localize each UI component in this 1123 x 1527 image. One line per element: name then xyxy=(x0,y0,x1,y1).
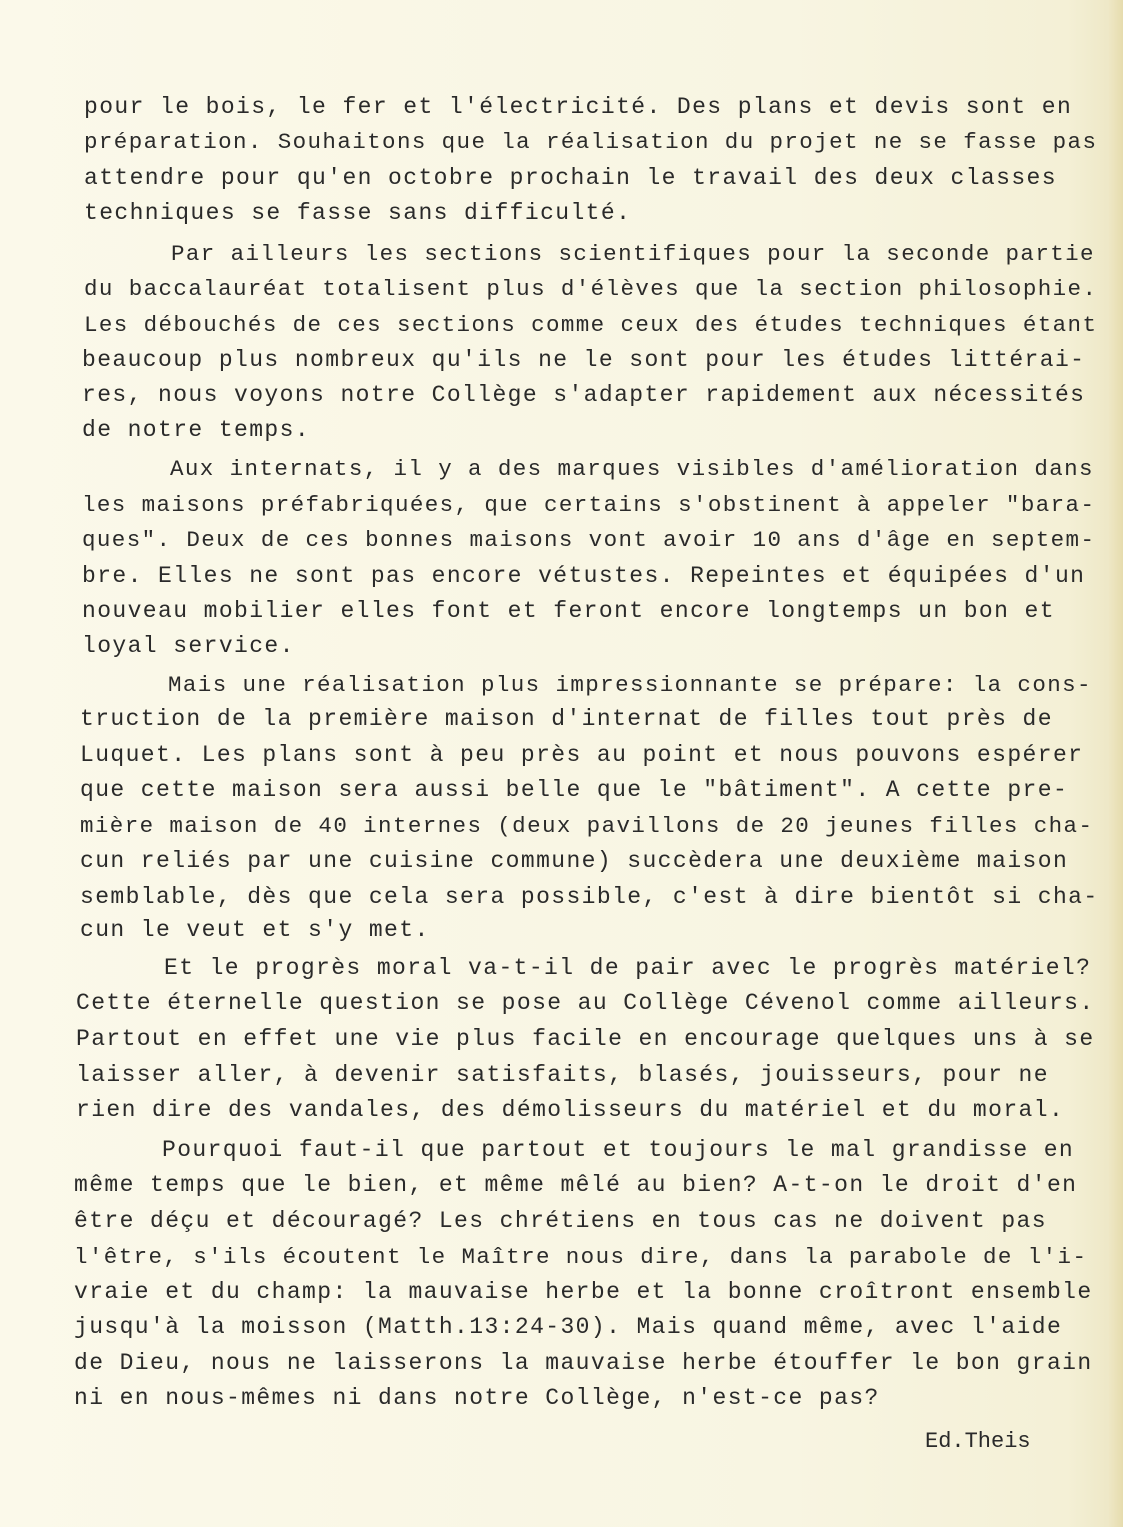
text-line: Aux internats, il y a des marques visibles d'amélioration dans xyxy=(170,456,1094,482)
text-line: préparation. Souhaitons que la réalisation du projet ne se fasse pas xyxy=(84,129,1098,155)
text-line: pour le bois, le fer et l'électricité. Des plans et devis sont en xyxy=(84,94,1073,120)
text-line: attendre pour qu'en octobre prochain le travail des deux classes xyxy=(84,165,1057,191)
text-line: bre. Elles ne sont pas encore vétustes. Repeintes et équipées d'un xyxy=(82,563,1086,589)
text-line: semblable, dès que cela sera possible, c'est à dire bientôt si cha- xyxy=(80,884,1099,910)
page-edge xyxy=(1109,0,1123,1527)
text-line: ni en nous-mêmes ni dans notre Collège, n'est-ce pas? xyxy=(74,1385,880,1411)
text-line: ques". Deux de ces bonnes maisons vont avoir 10 ans d'âge en septem- xyxy=(82,527,1096,553)
text-line: jusqu'à la moisson (Matth.13:24-30). Mais quand même, avec l'aide xyxy=(74,1314,1063,1340)
text-line: cun le veut et s'y met. xyxy=(80,917,430,943)
text-line: laisser aller, à devenir satisfaits, blasés, jouisseurs, pour ne xyxy=(76,1062,1049,1088)
text-line: Partout en effet une vie plus facile en encourage quelques uns à se xyxy=(76,1026,1095,1052)
text-line: même temps que le bien, et même mêlé au bien? A-t-on le droit d'en xyxy=(74,1172,1078,1198)
text-line: Pourquoi faut-il que partout et toujours le mal grandisse en xyxy=(162,1137,1075,1163)
text-line: truction de la première maison d'internat de filles tout près de xyxy=(80,706,1053,732)
text-line: Mais une réalisation plus impressionnante se prépare: la cons- xyxy=(168,672,1092,698)
text-line: Et le progrès moral va-t-il de pair avec le progrès matériel? xyxy=(164,955,1092,981)
text-line: que cette maison sera aussi belle que le "bâtiment". A cette pre- xyxy=(80,777,1069,803)
text-line: Cette éternelle question se pose au Collège Cévenol comme ailleurs. xyxy=(76,990,1095,1016)
text-line: res, nous voyons notre Collège s'adapter rapidement aux nécessités xyxy=(82,382,1086,408)
signature: Ed.Theis xyxy=(925,1429,1031,1454)
text-line: rien dire des vandales, des démolisseurs du matériel et du moral. xyxy=(76,1097,1065,1123)
text-line: mière maison de 40 internes (deux pavillons de 20 jeunes filles cha- xyxy=(80,813,1094,839)
text-line: beaucoup plus nombreux qu'ils ne le sont pour les études littérai- xyxy=(82,347,1086,373)
text-line: Par ailleurs les sections scientifiques pour la seconde partie xyxy=(171,241,1095,267)
text-line: Luquet. Les plans sont à peu près au point et nous pouvons espérer xyxy=(80,742,1084,768)
text-line: nouveau mobilier elles font et feront encore longtemps un bon et xyxy=(82,598,1055,624)
text-line: vraie et du champ: la mauvaise herbe et la bonne croîtront ensemble xyxy=(74,1279,1093,1305)
text-line: être déçu et découragé? Les chrétiens en tous cas ne doivent pas xyxy=(74,1208,1047,1234)
text-line: Les débouchés de ces sections comme ceux des études techniques étant xyxy=(84,312,1098,338)
text-line: l'être, s'ils écoutent le Maître nous dire, dans la parabole de l'i- xyxy=(74,1244,1088,1270)
text-line: les maisons préfabriquées, que certains s'obstinent à appeler "bara- xyxy=(82,492,1096,518)
text-line: loyal service. xyxy=(82,633,295,659)
text-line: de notre temps. xyxy=(82,417,311,443)
text-line: de Dieu, nous ne laisserons la mauvaise herbe étouffer le bon grain xyxy=(74,1350,1093,1376)
text-line: cun reliés par une cuisine commune) succèdera une deuxième maison xyxy=(80,848,1069,874)
text-line: techniques se fasse sans difficulté. xyxy=(84,200,632,226)
text-line: du baccalauréat totalisent plus d'élèves que la section philosophie. xyxy=(84,276,1098,302)
